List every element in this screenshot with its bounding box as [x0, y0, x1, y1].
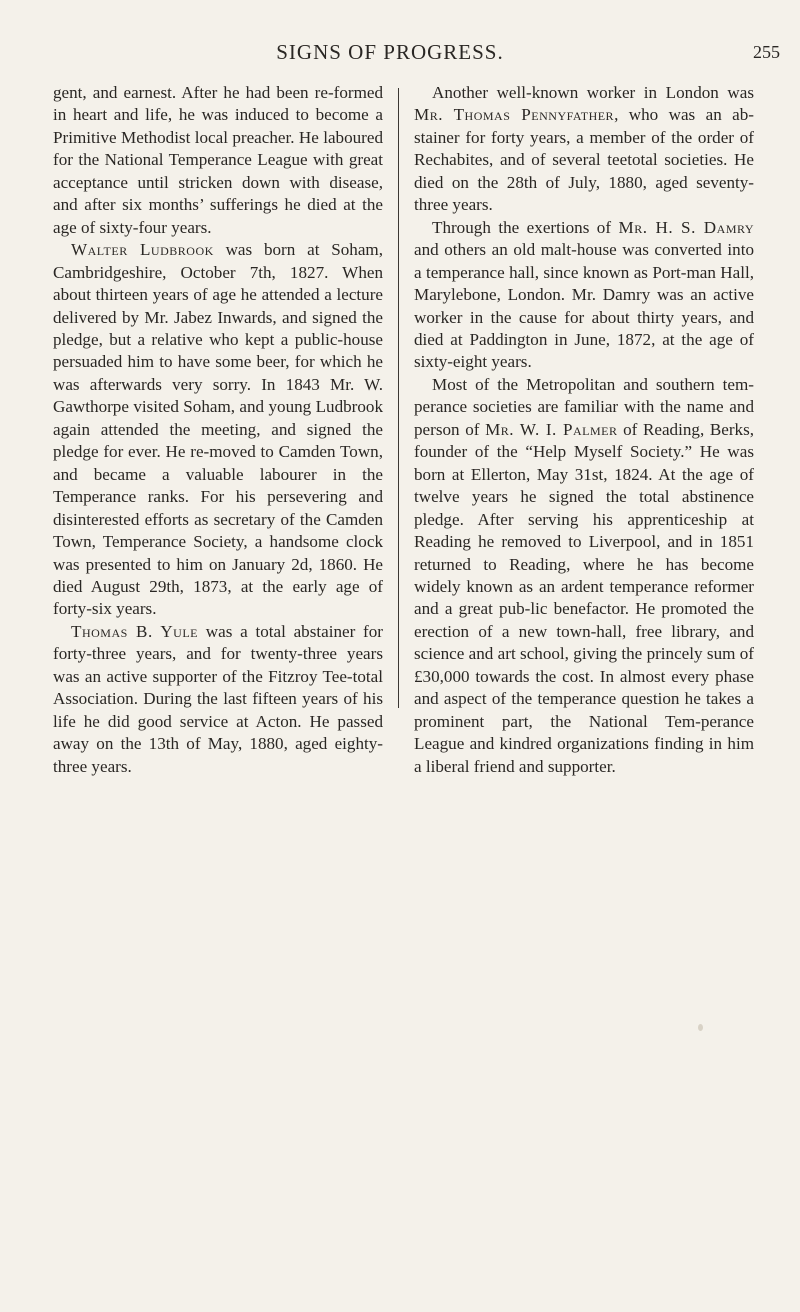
- paragraph-text: Through the exertions of: [432, 217, 619, 237]
- page-title: SIGNS OF PROGRESS.: [276, 40, 504, 64]
- paragraph: [53, 239, 383, 621]
- paragraph: gent, and earnest. After he had been re-formed in heart and life, he was induced to become a Primitive Methodist local preacher. He laboured for the National Temperance League with great acceptance until stricken down with disease, and after six months’ sufferings he died at the age of sixty-four years.: [53, 83, 383, 237]
- paragraph: [414, 82, 754, 217]
- person-name: Thomas B. Yule: [71, 621, 199, 641]
- paragraph: [414, 217, 754, 374]
- running-head: [60, 40, 780, 70]
- paragraph-text: was born at Soham, Cambridgeshire, October 7th, 1827. When about thirteen years of age he attended a lecture delivered by Mr. Jabez Inwards, and signed the pledge, but a relative who kept a public-house persuaded him to have some beer, for which he was afterwards very sorry. In 1843 Mr. W. Gawthorpe visited Soham, and young Ludbrook again attended the meeting, and signed the pledge for ever. He re-moved to Camden Town, and became a valuable labourer in the Temperance ranks. For his persevering and disinterested efforts as secretary of the Camden Town, Temperance Society, a handsome clock was presented to him on January 2d, 1860. He died August 29th, 1873, at the early age of forty-six years.: [53, 240, 383, 619]
- paragraph: [53, 621, 383, 778]
- right-column: [414, 82, 754, 778]
- column-divider: [398, 88, 399, 708]
- page-number: 255: [753, 42, 780, 62]
- paragraph-text: , who was an ab-stainer for forty years, a member of the order of Rechabites, and of several teetotal societies. He died on the 28th of July, 1880, aged seventy-three years.: [414, 105, 754, 215]
- person-name: Walter Ludbrook: [71, 240, 214, 260]
- paragraph-text: was a total abstainer for forty-three years, and for twenty-three years was an active supporter of the Fitzroy Tee-total Association. During the last fifteen years of his life he did good service at Acton. He passed away on the 13th of May, 1880, aged eighty-three years.: [53, 621, 383, 776]
- paragraph: [414, 374, 754, 778]
- person-name: Mr. H. S. Damry: [618, 217, 754, 237]
- paper-speck: [698, 1024, 703, 1031]
- left-column: [53, 82, 383, 778]
- paragraph-text: and others an old malt-house was converted into a temperance hall, since known as Port-man Hall, Marylebone, London. Mr. Damry was an active worker in the cause for about thirty years, and died at Paddington in June, 1872, at the age of sixty-eight years.: [414, 240, 754, 372]
- paragraph-text: of Reading, Berks, founder of the “Help Myself Society.” He was born at Ellerton, May 31st, 1824. At the age of twelve years he signed the total abstinence pledge. After serving his apprenticeship at Reading he removed to Liverpool, and in 1851 returned to Reading, where he has become widely known as an ardent temperance reformer and a great pub-lic benefactor. He promoted the erection of a new town-hall, free library, and science and art school, giving the princely sum of £30,000 towards the cost. In almost every phase and aspect of the temperance question he takes a prominent part, the National Tem-perance League and kindred organizations finding in him a liberal friend and supporter.: [414, 419, 754, 776]
- person-name: Mr. Thomas Pennyfather: [414, 105, 615, 125]
- person-name: Mr. W. I. Palmer: [485, 419, 618, 439]
- paragraph-text: Most of the Metropolitan and southern tem-perance societies are familiar with the name and person of: [414, 374, 754, 439]
- paragraph-text: Another well-known worker in London was: [432, 83, 754, 102]
